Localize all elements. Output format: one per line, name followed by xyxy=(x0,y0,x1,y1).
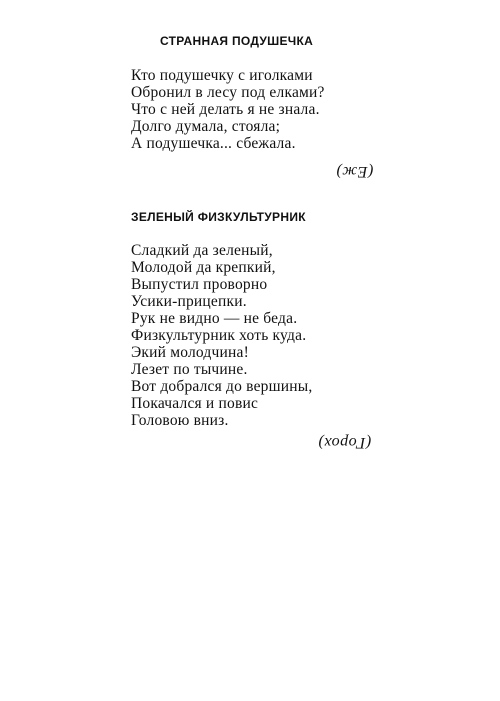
verse-line: Долго думала, стояла; xyxy=(131,118,281,135)
verse-line: Обронил в лесу под елками? xyxy=(131,84,325,101)
riddle-answer-upside-down: (Еж) xyxy=(336,163,374,180)
verse-line: Покачался и повис xyxy=(131,395,259,412)
verse-line: Физкультурник хоть куда. xyxy=(131,327,307,344)
verse-line: Кто подушечку с иголками xyxy=(131,67,313,84)
verse-line: Сладкий да зеленый, xyxy=(131,242,273,259)
verse-line: Усики-прицепки. xyxy=(131,293,247,310)
riddle-answer-upside-down: (Горох) xyxy=(318,434,372,451)
riddle-verse xyxy=(131,242,312,429)
verse-line: А подушечка... сбежала. xyxy=(131,135,296,152)
verse-line: Лезет по тычине. xyxy=(131,361,248,378)
verse-line: Выпустил проворно xyxy=(131,276,268,293)
verse-line: Молодой да крепкий, xyxy=(131,259,276,276)
verse-line: Рук не видно — не беда. xyxy=(131,310,298,327)
verse-line: Что с ней делать я не знала. xyxy=(131,101,320,118)
verse-line: Головою вниз. xyxy=(131,412,229,429)
riddle-title: СТРАННАЯ ПОДУШЕЧКА xyxy=(160,34,314,48)
verse-line: Экий молодчина! xyxy=(131,344,249,361)
riddle-title: ЗЕЛЕНЫЙ ФИЗКУЛЬТУРНИК xyxy=(131,210,306,224)
riddle-verse xyxy=(131,67,325,152)
verse-line: Вот добрался до вершины, xyxy=(131,378,313,395)
